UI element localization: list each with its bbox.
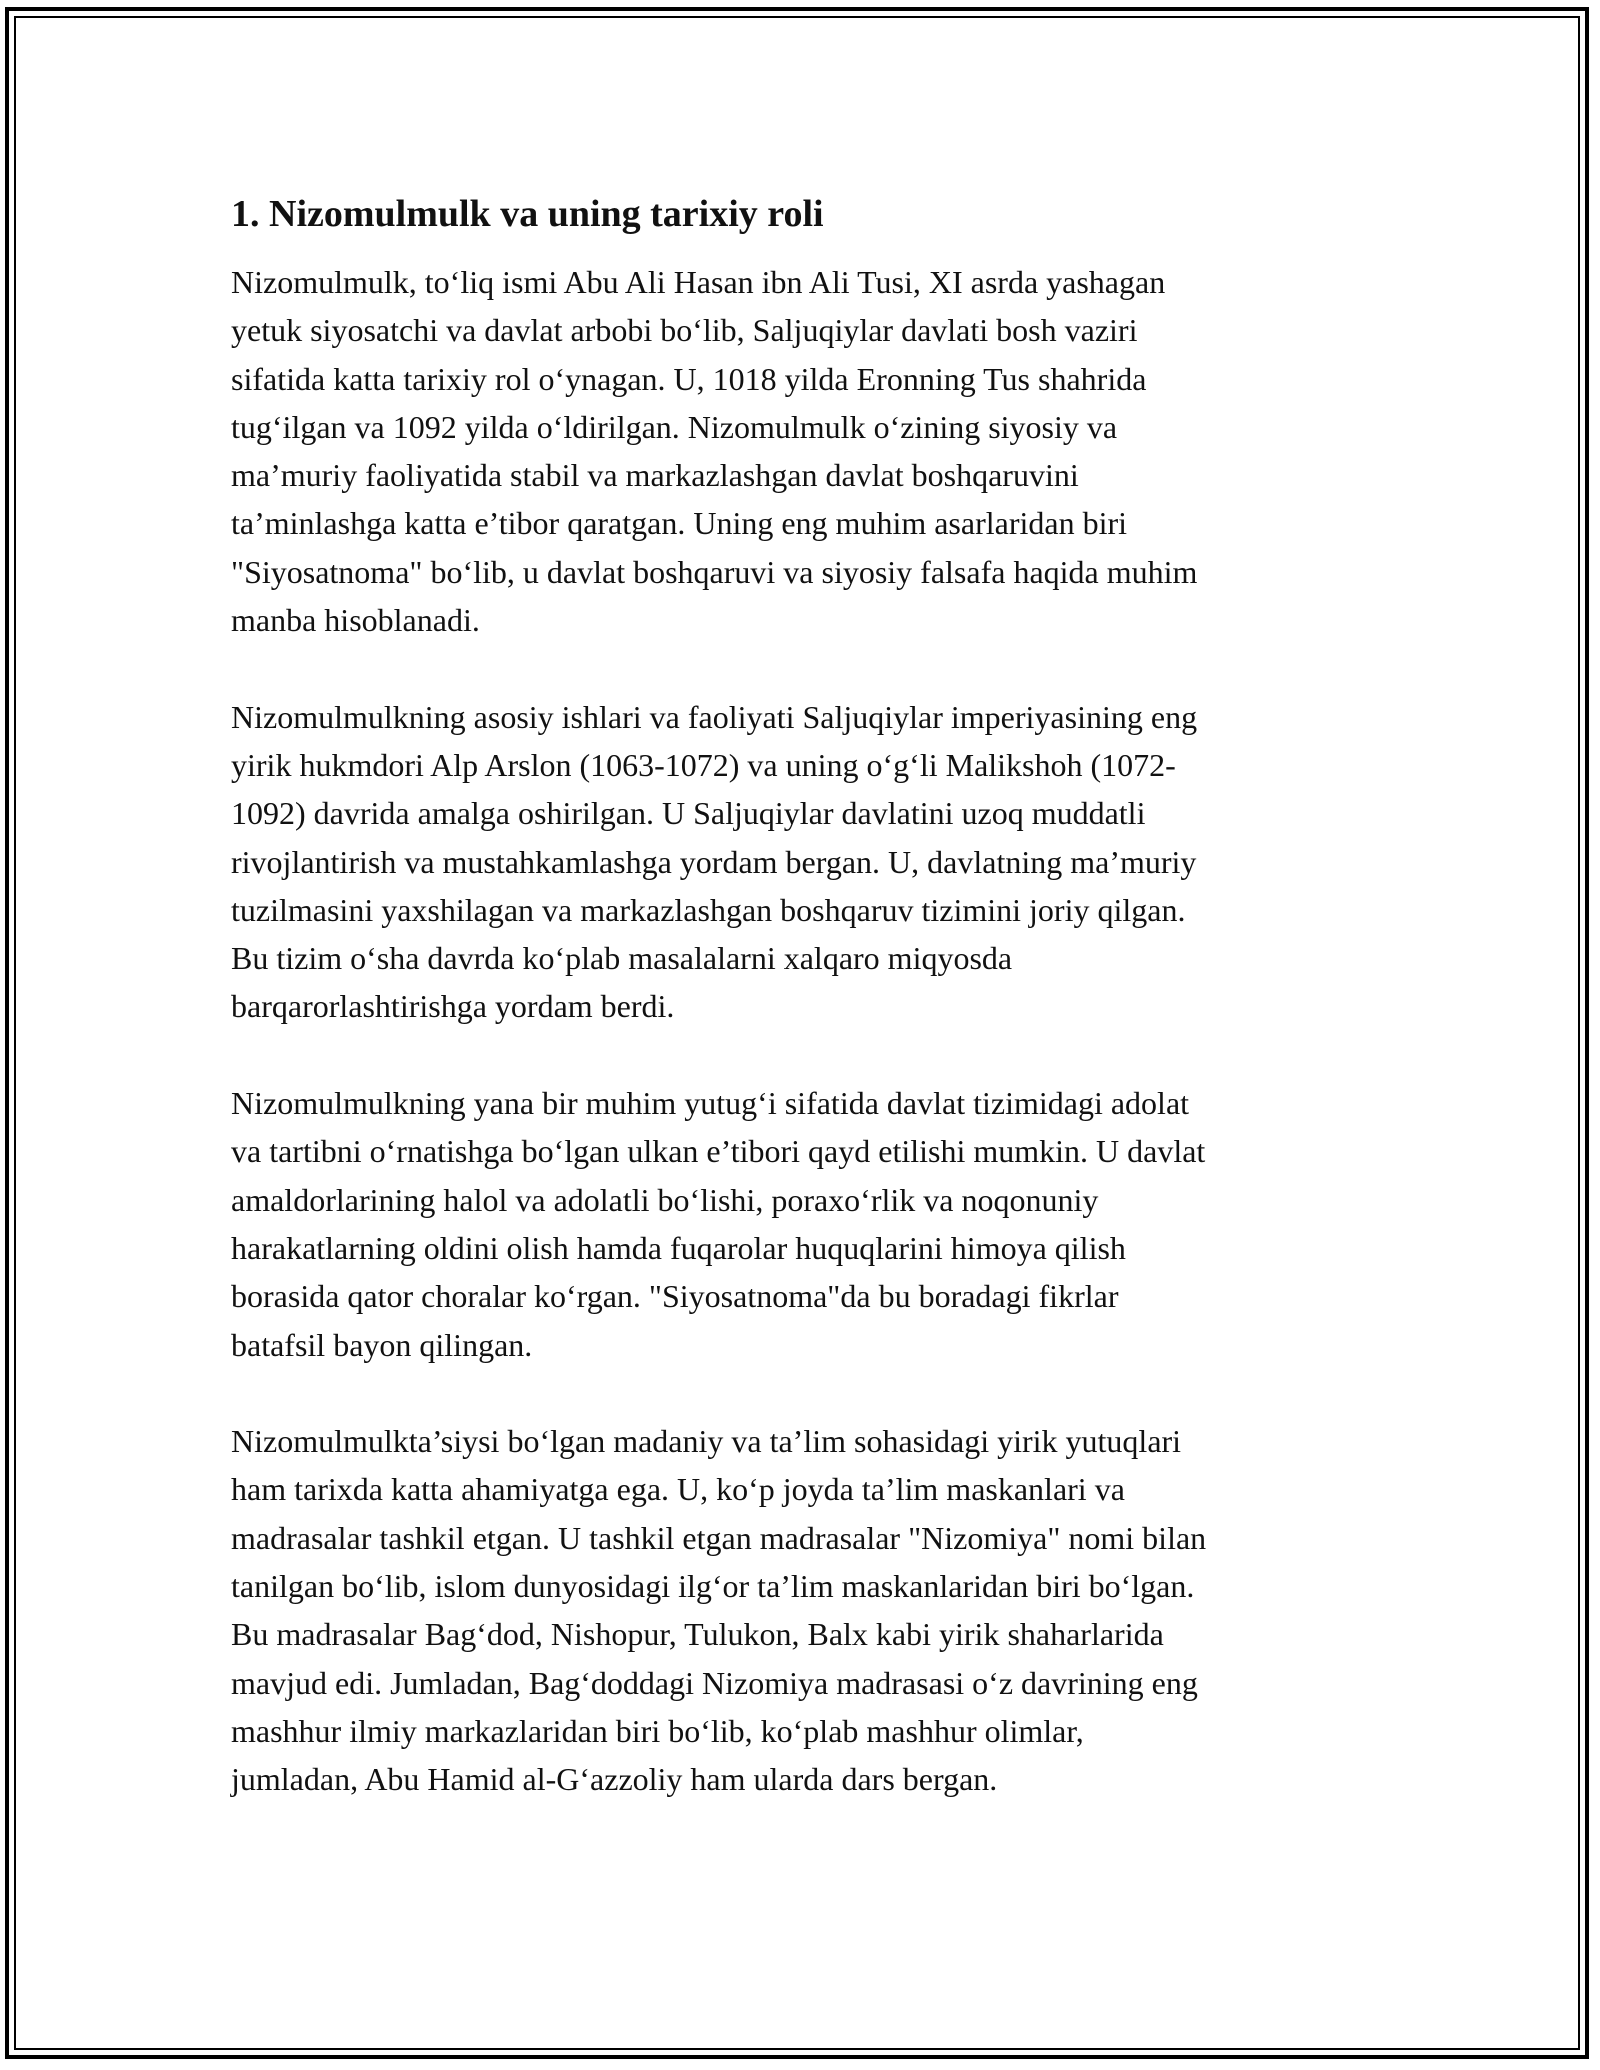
text-line: mashhur ilmiy markazlaridan biri bo‘lib, ko‘plab mashhur olimlar, (231, 1712, 1084, 1749)
text-line: batafsil bayon qilingan. (231, 1326, 533, 1363)
paragraph-2 (231, 693, 1361, 1031)
text-line: Bu tizim o‘sha davrda ko‘plab masalalarni xalqaro miqyosda (231, 940, 1013, 977)
text-line: ta’minlashga katta e’tibor qaratgan. Uning eng muhim asarlaridan biri (231, 505, 1128, 542)
text-line: yetuk siyosatchi va davlat arbobi bo‘lib, Saljuqiylar davlati bosh vaziri (231, 312, 1138, 349)
section-heading: 1. Nizomulmulk va uning tarixiy roli (231, 193, 824, 235)
text-line: barqarorlashtirishga yordam berdi. (231, 988, 675, 1025)
text-line: va tartibni o‘rnatishga bo‘lgan ulkan e’tibori qayd etilishi mumkin. U davlat (231, 1133, 1206, 1170)
paragraph-3 (231, 1079, 1361, 1369)
text-line: Nizomulmulk, to‘liq ismi Abu Ali Hasan ibn Ali Tusi, XI asrda yashagan (231, 264, 1166, 300)
text-line: manba hisoblanadi. (231, 602, 480, 639)
text-line: Nizomulmulkta’siysi bo‘lgan madaniy va ta’lim sohasidagi yirik yutuqlari (231, 1423, 1182, 1460)
text-line: Bu madrasalar Bag‘dod, Nishopur, Tulukon, Balx kabi yirik shaharlarida (231, 1616, 1164, 1653)
text-line: "Siyosatnoma" bo‘lib, u davlat boshqaruvi va siyosiy falsafa haqida muhim (231, 553, 1198, 590)
text-line: rivojlantirish va mustahkamlashga yordam bergan. U, davlatning ma’muriy (231, 843, 1197, 880)
text-line: sifatida katta tarixiy rol o‘ynagan. U, 1018 yilda Eronning Tus shahrida (231, 360, 1147, 397)
document-body (231, 190, 1361, 1804)
paragraph-4 (231, 1417, 1361, 1803)
text-line: tanilgan bo‘lib, islom dunyosidagi ilg‘or ta’lim maskanlaridan biri bo‘lgan. (231, 1568, 1195, 1605)
text-line: 1092) davrida amalga oshirilgan. U Saljuqiylar davlatini uzoq muddatli (231, 795, 1146, 832)
text-line: harakatlarning oldini olish hamda fuqarolar huquqlarini himoya qilish (231, 1229, 1126, 1266)
text-line: borasida qator choralar ko‘rgan. "Siyosatnoma"da bu boradagi fikrlar (231, 1278, 1119, 1315)
text-line: tuzilmasini yaxshilagan va markazlashgan boshqaruv tizimini joriy qilgan. (231, 891, 1186, 928)
text-line: ham tarixda katta ahamiyatga ega. U, ko‘p joyda ta’lim maskanlari va (231, 1471, 1125, 1508)
paragraph-1 (231, 258, 1361, 644)
text-line: Nizomulmulkning asosiy ishlari va faoliyati Saljuqiylar imperiyasining eng (231, 698, 1198, 735)
text-line: mavjud edi. Jumladan, Bag‘doddagi Nizomiya madrasasi o‘z davrining eng (231, 1664, 1198, 1701)
text-line: madrasalar tashkil etgan. U tashkil etgan madrasalar "Nizomiya" nomi bilan (231, 1519, 1207, 1556)
text-line: tug‘ilgan va 1092 yilda o‘ldirilgan. Nizomulmulk o‘zining siyosiy va (231, 408, 1118, 445)
text-line: jumladan, Abu Hamid al-G‘azzoliy ham ularda dars bergan. (231, 1761, 998, 1798)
text-line: amaldorlarining halol va adolatli bo‘lishi, poraxo‘rlik va noqonuniy (231, 1181, 1099, 1218)
text-line: yirik hukmdori Alp Arslon (1063-1072) va uning o‘g‘li Malikshoh (1072- (231, 746, 1176, 783)
text-line: Nizomulmulkning yana bir muhim yutug‘i sifatida davlat tizimidagi adolat (231, 1085, 1190, 1122)
text-line: ma’muriy faoliyatida stabil va markazlashgan davlat boshqaruvini (231, 457, 1079, 494)
